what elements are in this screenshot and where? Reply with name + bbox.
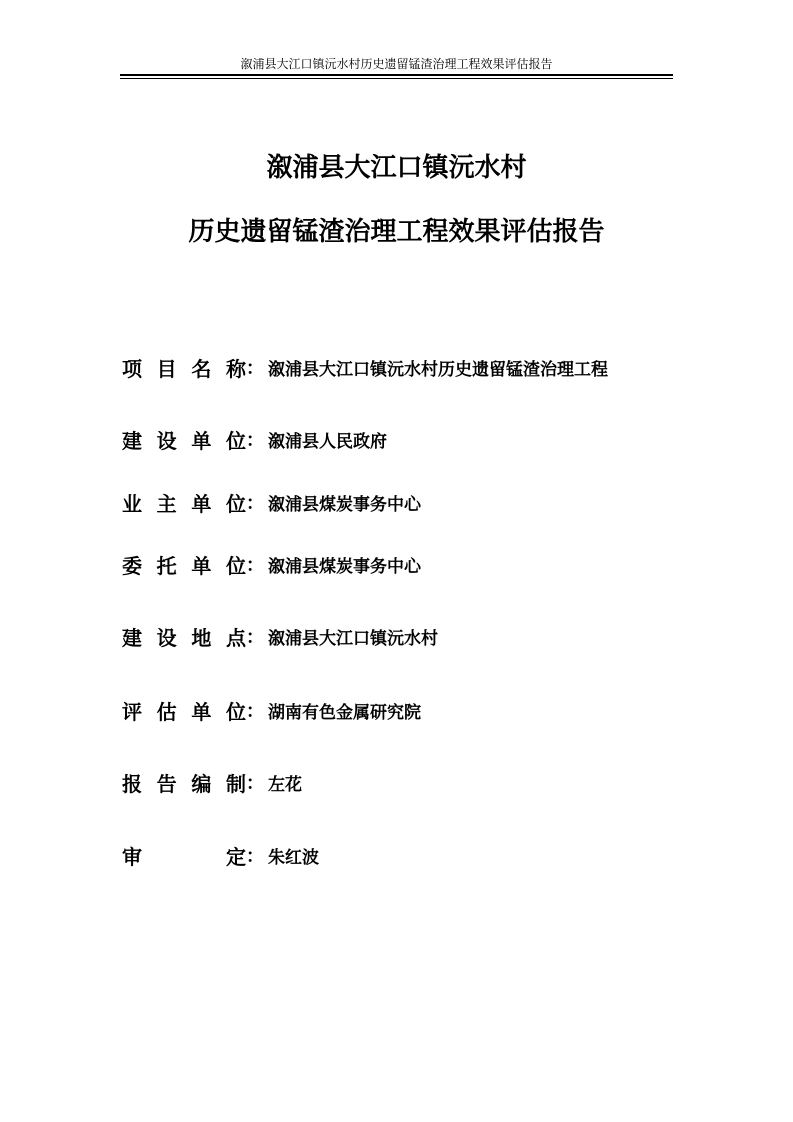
info-value: 溆浦县大江口镇沅水村: [268, 628, 438, 649]
info-label: 项目名称: [122, 356, 246, 381]
info-row-entrusting-unit: [122, 550, 421, 578]
info-value: 溆浦县煤炭事务中心: [268, 556, 421, 577]
info-label: 建设地点: [122, 625, 246, 650]
header-rule-thin: [120, 78, 673, 79]
info-value: 左花: [268, 774, 302, 795]
header-rule-thick: [120, 74, 673, 76]
info-colon: ：: [246, 430, 264, 451]
info-value: 溆浦县煤炭事务中心: [268, 494, 421, 515]
info-row-evaluation-unit: [122, 696, 421, 724]
info-label: 评估单位: [122, 699, 246, 724]
info-value: 溆浦县大江口镇沅水村历史遗留锰渣治理工程: [268, 359, 608, 380]
info-value: 溆浦县人民政府: [268, 431, 387, 452]
info-row-approver: [122, 841, 319, 869]
info-row-construction-unit: [122, 425, 387, 453]
info-colon: ：: [246, 627, 264, 648]
info-value: 朱红波: [268, 847, 319, 868]
info-colon: ：: [246, 773, 264, 794]
info-colon: ：: [246, 358, 264, 379]
info-row-owner-unit: [122, 488, 421, 516]
info-label: 业主单位: [122, 491, 246, 516]
info-row-construction-site: [122, 622, 438, 650]
info-value: 湖南有色金属研究院: [268, 702, 421, 723]
info-label: 审定: [122, 844, 246, 869]
info-colon: ：: [246, 493, 264, 514]
info-colon: ：: [246, 555, 264, 576]
document-title-line-1: 溆浦县大江口镇沅水村: [266, 153, 527, 183]
info-colon: ：: [246, 701, 264, 722]
info-label: 报告编制: [122, 771, 246, 796]
info-colon: ：: [246, 846, 264, 867]
info-row-report-compiler: [122, 768, 302, 796]
info-label: 建设单位: [122, 428, 246, 453]
running-header: 溆浦县大江口镇沅水村历史遗留锰渣治理工程效果评估报告: [240, 57, 553, 71]
info-row-project-name: [122, 353, 608, 381]
document-title-line-2: 历史遗留锰渣治理工程效果评估报告: [188, 217, 605, 247]
info-label: 委托单位: [122, 553, 246, 578]
